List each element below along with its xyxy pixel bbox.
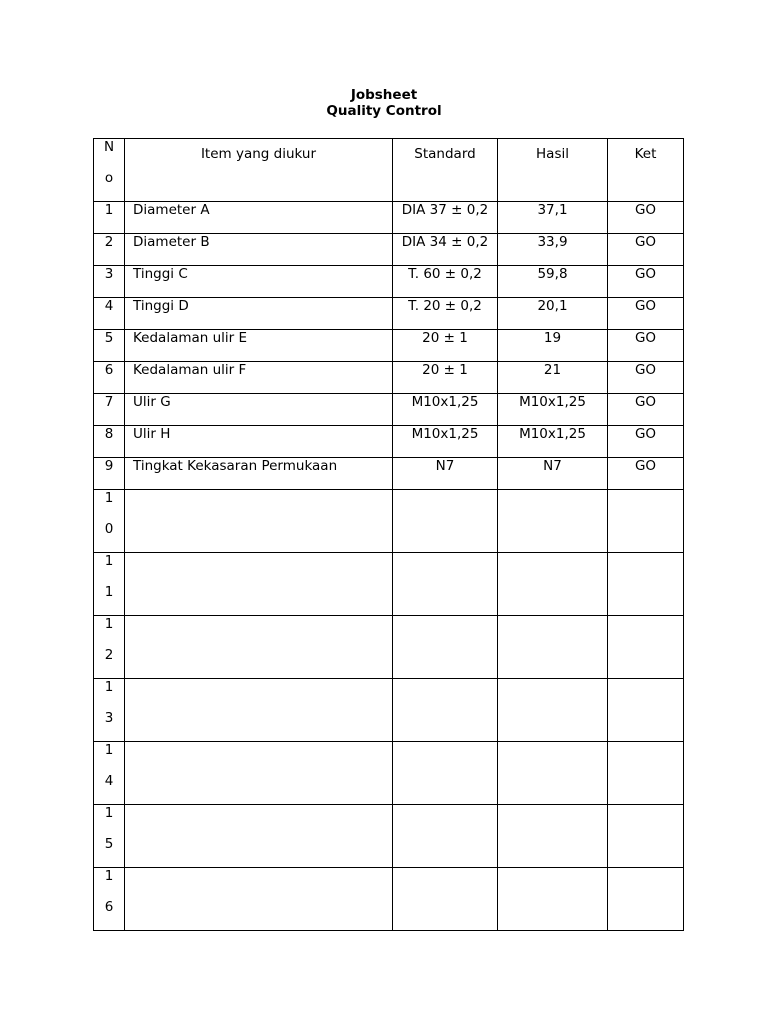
cell-hasil: 59,8 — [498, 266, 608, 298]
cell-item: Tinggi D — [125, 298, 393, 330]
cell-item: Kedalaman ulir F — [125, 362, 393, 394]
cell-standard — [393, 616, 498, 679]
cell-ket — [608, 742, 684, 805]
cell-no: 12 — [94, 616, 125, 679]
table-row — [94, 805, 684, 868]
cell-no: 9 — [94, 458, 125, 490]
table-row — [94, 742, 684, 805]
cell-ket — [608, 805, 684, 868]
cell-hasil — [498, 742, 608, 805]
cell-standard: DIA 37 ± 0,2 — [393, 202, 498, 234]
table-row — [94, 553, 684, 616]
cell-item — [125, 679, 393, 742]
table-header-row — [94, 139, 684, 202]
table-row — [94, 490, 684, 553]
cell-no: 15 — [94, 805, 125, 868]
cell-standard: M10x1,25 — [393, 426, 498, 458]
cell-item: Diameter A — [125, 202, 393, 234]
cell-no: 4 — [94, 298, 125, 330]
cell-item: Ulir G — [125, 394, 393, 426]
cell-no: 6 — [94, 362, 125, 394]
header-ket: Ket — [608, 139, 684, 202]
cell-no: 7 — [94, 394, 125, 426]
cell-standard — [393, 490, 498, 553]
page-title: Jobsheet — [350, 87, 418, 103]
header-no: No — [94, 139, 125, 202]
cell-ket — [608, 868, 684, 931]
cell-no: 3 — [94, 266, 125, 298]
cell-hasil — [498, 616, 608, 679]
cell-ket: GO — [608, 298, 684, 330]
cell-standard — [393, 553, 498, 616]
cell-item: Tinggi C — [125, 266, 393, 298]
table-row — [94, 679, 684, 742]
cell-hasil — [498, 553, 608, 616]
cell-no: 5 — [94, 330, 125, 362]
table-row — [94, 202, 684, 234]
cell-hasil: M10x1,25 — [498, 394, 608, 426]
cell-ket: GO — [608, 202, 684, 234]
table-row — [94, 458, 684, 490]
cell-ket — [608, 679, 684, 742]
cell-no: 14 — [94, 742, 125, 805]
cell-standard: 20 ± 1 — [393, 330, 498, 362]
page-subtitle: Quality Control — [326, 103, 442, 119]
cell-ket — [608, 553, 684, 616]
cell-hasil: 19 — [498, 330, 608, 362]
cell-item — [125, 742, 393, 805]
cell-item — [125, 805, 393, 868]
cell-no: 8 — [94, 426, 125, 458]
cell-item: Tingkat Kekasaran Permukaan — [125, 458, 393, 490]
table-row — [94, 362, 684, 394]
table-row — [94, 330, 684, 362]
cell-ket: GO — [608, 458, 684, 490]
cell-hasil — [498, 490, 608, 553]
cell-ket — [608, 616, 684, 679]
cell-standard — [393, 868, 498, 931]
cell-ket: GO — [608, 234, 684, 266]
cell-standard — [393, 742, 498, 805]
cell-item — [125, 553, 393, 616]
cell-standard: N7 — [393, 458, 498, 490]
cell-no: 1 — [94, 202, 125, 234]
header-hasil: Hasil — [498, 139, 608, 202]
cell-hasil: M10x1,25 — [498, 426, 608, 458]
cell-standard — [393, 679, 498, 742]
table-row — [94, 266, 684, 298]
cell-no: 10 — [94, 490, 125, 553]
table-row — [94, 234, 684, 266]
cell-ket — [608, 490, 684, 553]
cell-standard: T. 20 ± 0,2 — [393, 298, 498, 330]
cell-item — [125, 490, 393, 553]
cell-hasil: 21 — [498, 362, 608, 394]
cell-hasil: N7 — [498, 458, 608, 490]
quality-control-table — [93, 138, 684, 931]
cell-standard: T. 60 ± 0,2 — [393, 266, 498, 298]
cell-standard: 20 ± 1 — [393, 362, 498, 394]
cell-hasil — [498, 679, 608, 742]
cell-ket: GO — [608, 394, 684, 426]
cell-item: Diameter B — [125, 234, 393, 266]
cell-item: Kedalaman ulir E — [125, 330, 393, 362]
cell-ket: GO — [608, 266, 684, 298]
cell-ket: GO — [608, 362, 684, 394]
header-item: Item yang diukur — [125, 139, 393, 202]
cell-ket: GO — [608, 330, 684, 362]
cell-no: 2 — [94, 234, 125, 266]
table-body — [94, 202, 684, 931]
cell-hasil — [498, 805, 608, 868]
cell-hasil — [498, 868, 608, 931]
table-row — [94, 298, 684, 330]
table-row — [94, 616, 684, 679]
table-row — [94, 394, 684, 426]
cell-no: 16 — [94, 868, 125, 931]
header-standard: Standard — [393, 139, 498, 202]
table-row — [94, 426, 684, 458]
table-row — [94, 868, 684, 931]
cell-hasil: 37,1 — [498, 202, 608, 234]
cell-no: 11 — [94, 553, 125, 616]
cell-no: 13 — [94, 679, 125, 742]
cell-hasil: 33,9 — [498, 234, 608, 266]
cell-standard: M10x1,25 — [393, 394, 498, 426]
cell-item — [125, 868, 393, 931]
cell-hasil: 20,1 — [498, 298, 608, 330]
cell-standard: DIA 34 ± 0,2 — [393, 234, 498, 266]
cell-item: Ulir H — [125, 426, 393, 458]
cell-standard — [393, 805, 498, 868]
cell-ket: GO — [608, 426, 684, 458]
cell-item — [125, 616, 393, 679]
